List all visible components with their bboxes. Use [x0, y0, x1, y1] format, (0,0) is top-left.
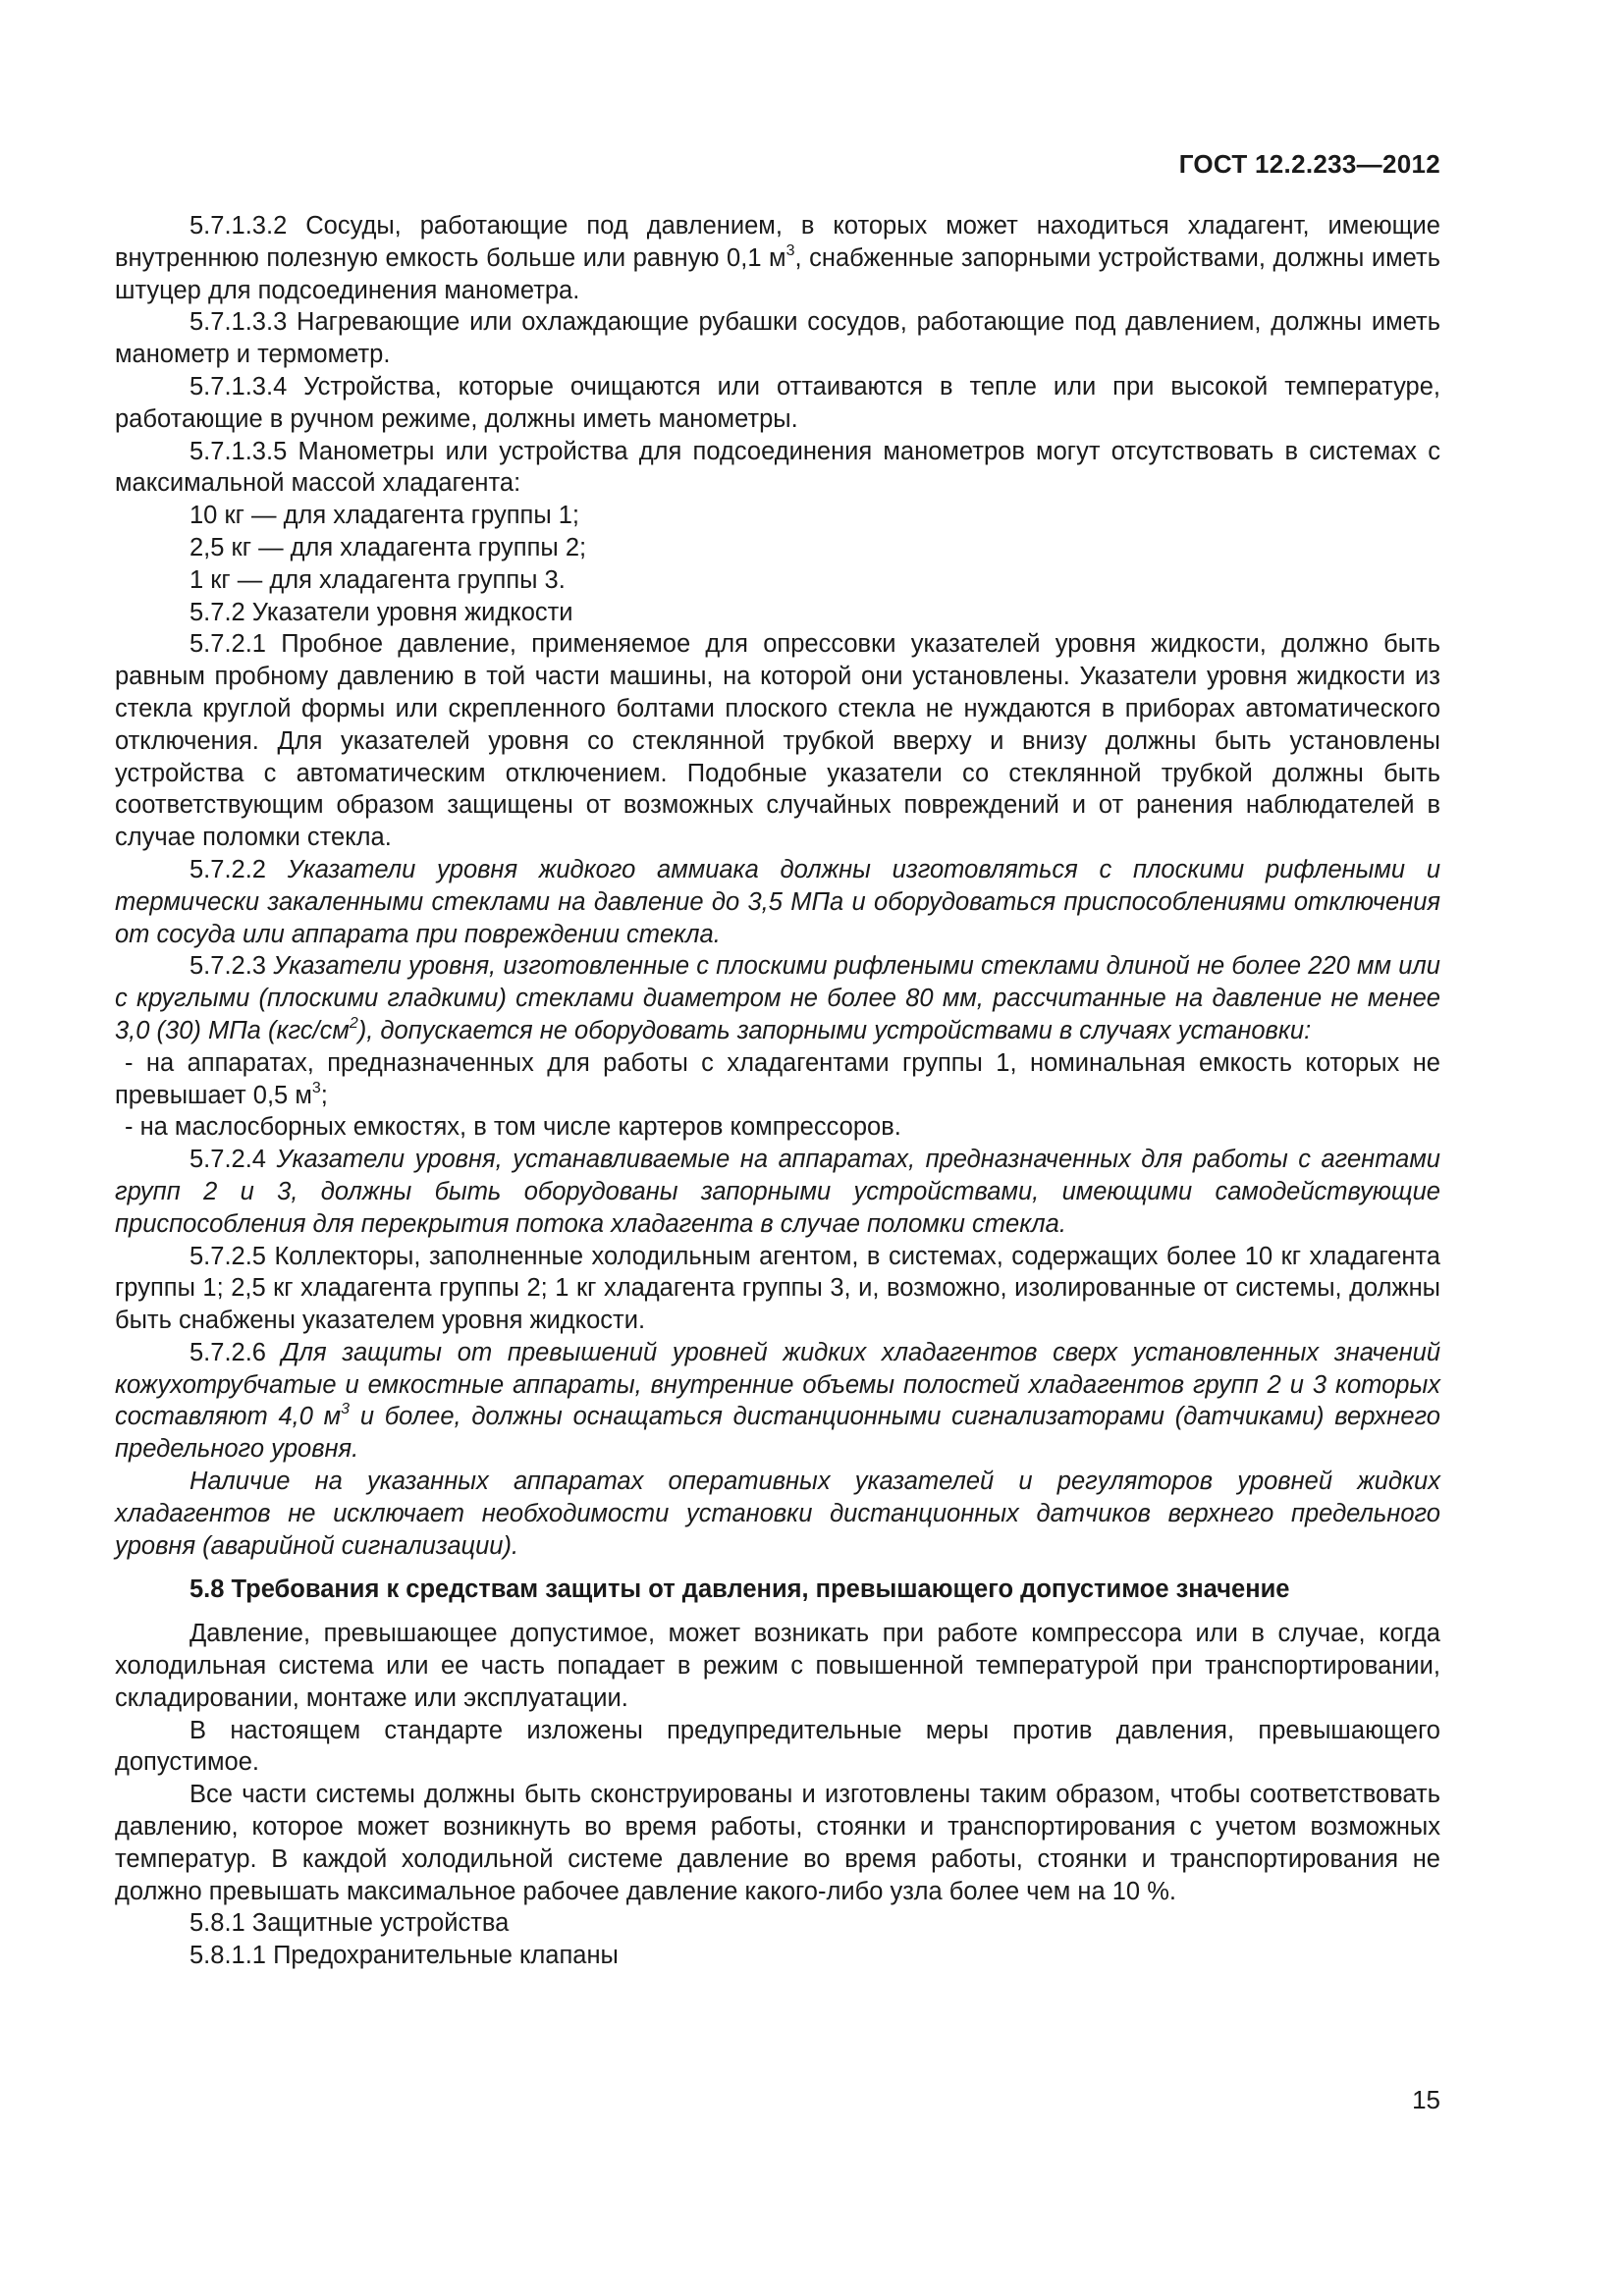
document-code: ГОСТ 12.2.233—2012	[1178, 149, 1440, 179]
paragraph-system-design: Все части системы должны быть сконструированы и изготовлены таким образом, чтобы соответствовать давлению, которое может возникнуть во время работы, стоянки и транспортирования с учетом возможных температур. В каждой холодильной системе давление во время работы, стоянки и транспортирования не должно превышать максимальное рабочее давление какого-либо узла более чем на 10 %.	[115, 1781, 1440, 1905]
paragraph-5-7-1-3-5: 5.7.1.3.5 Манометры или устройства для подсоединения манометров могут отсутствовать в системах с максимальной массой хладагента:	[115, 437, 1440, 498]
section-heading-5-8: 5.8 Требования к средствам защиты от давления, превышающего допустимое значение	[189, 1575, 1290, 1604]
paragraph-pressure-causes: Давление, превышающее допустимое, может возникать при работе компрессора или в случае, когда холодильная система или ее часть попадает в режим с повышенной температурой при транспортировании, складировании, монтаже или эксплуатации.	[115, 1620, 1440, 1712]
paragraph-5-7-2-3: 5.7.2.3 Указатели уровня, изготовленные с плоскими рифлеными стеклами длиной не более 220 мм или с круглыми (плоскими гладкими) стеклами диаметром не более 80 мм, рассчитанные на давление не менее 3,0 (30) МПа $(кгс/см^2)$, допускается не оборудовать запорными устройствами в случаях установки:	[115, 952, 1440, 1044]
list-item-group-1: 10 кг — для хладагента группы 1;	[189, 502, 580, 530]
paragraph-5-7-1-3-4: 5.7.1.3.4 Устройства, которые очищаются или оттаиваются в тепле или при высокой температуре, работающие в ручном режиме, должны иметь манометры.	[115, 372, 1440, 433]
dash-item-apparatus: - на аппаратах, предназначенных для работы с хладагентами группы 1, номинальная емкость которых не превышает 0,5 $м^3$;	[115, 1048, 1440, 1109]
subsection-heading-5-7-2: 5.7.2 Указатели уровня жидкости	[189, 598, 573, 626]
subsection-heading-5-8-1-1: 5.8.1.1 Предохранительные клапаны	[189, 1942, 619, 1970]
superscript-cubic: 3	[311, 1079, 321, 1096]
paragraph-note: Наличие на указанных аппаратах оперативных указателей и регуляторов уровней жидких хладагентов не исключает необходимости установки дистанционных датчиков верхнего предельного уровня (аварийной сигнализации).	[115, 1468, 1440, 1560]
page-body	[115, 210, 1440, 1972]
paragraph-5-7-2-6: 5.7.2.6 Для защиты от превышений уровней жидких хладагентов сверх установленных значений кожухотрубчатые и емкостные аппараты, внутренние объемы полостей хладагентов групп 2 и 3 которых составляют 4,0 $м^3$ и более, должны оснащаться дистанционными сигнализаторами (датчиками) верхнего предельного уровня.	[115, 1338, 1440, 1464]
paragraph-preventive-measures: В настоящем стандарте изложены предупредительные меры против давления, превышающего допустимое.	[115, 1716, 1440, 1777]
paragraph-5-7-2-1: 5.7.2.1 Пробное давление, применяемое для опрессовки указателей уровня жидкости, должно быть равным пробному давлению в той части машины, на которой они установлены. Указатели уровня жидкости из стекла круглой формы или скрепленного болтами плоского стекла не нуждаются в приборах автоматического отключения. Для указателей уровня со стеклянной трубкой вверху и внизу должны быть установлены устройства с автоматическим отключением. Подобные указатели со стеклянной трубкой должны быть соответствующим образом защищены от возможных случайных повреждений и от ранения наблюдателей в случае поломки стекла.	[115, 630, 1440, 852]
list-item-group-2: 2,5 кг — для хладагента группы 2;	[189, 533, 587, 561]
superscript-cubic: 3	[785, 241, 795, 259]
subsection-heading-5-8-1: 5.8.1 Защитные устройства	[189, 1909, 510, 1938]
superscript-square: 2	[349, 1014, 358, 1032]
paragraph-5-7-1-3-2: 5.7.1.3.2 Сосуды, работающие под давлением, в которых может находиться хладагент, имеющие внутреннюю полезную емкость больше или равную 0,1 $м^3$, снабженные запорными устройствами, должны иметь штуцер для подсоединения манометра.	[115, 212, 1440, 304]
list-item-group-3: 1 кг — для хладагента группы 3.	[189, 565, 566, 594]
paragraph-5-7-2-4: 5.7.2.4 Указатели уровня, устанавливаемые на аппаратах, предназначенных для работы с агентами групп 2 и 3, должны быть оборудованы запорными устройствами, имеющими самодействующие приспособления для перекрытия потока хладагента в случае поломки стекла.	[115, 1146, 1440, 1238]
superscript-cubic: 3	[341, 1401, 351, 1418]
dash-item-oil-tanks: - на маслосборных емкостях, в том числе картеров компрессоров.	[125, 1113, 901, 1142]
paragraph-5-7-1-3-3: 5.7.1.3.3 Нагревающие или охлаждающие рубашки сосудов, работающие под давлением, должны иметь манометр и термометр.	[115, 308, 1440, 369]
paragraph-5-7-2-5: 5.7.2.5 Коллекторы, заполненные холодильным агентом, в системах, содержащих более 10 кг хладагента группы 1; 2,5 кг хладагента группы 2; 1 кг хладагента группы 3, и, возможно, изолированные от системы, должны быть снабжены указателем уровня жидкости.	[115, 1242, 1440, 1335]
paragraph-5-7-2-2: 5.7.2.2 Указатели уровня жидкого аммиака должны изготовляться с плоскими рифлеными и термически закаленными стеклами на давление до 3,5 МПа и оборудоваться приспособлениями отключения от сосуда или аппарата при повреждении стекла.	[115, 855, 1440, 948]
page-number: 15	[1412, 2085, 1440, 2114]
